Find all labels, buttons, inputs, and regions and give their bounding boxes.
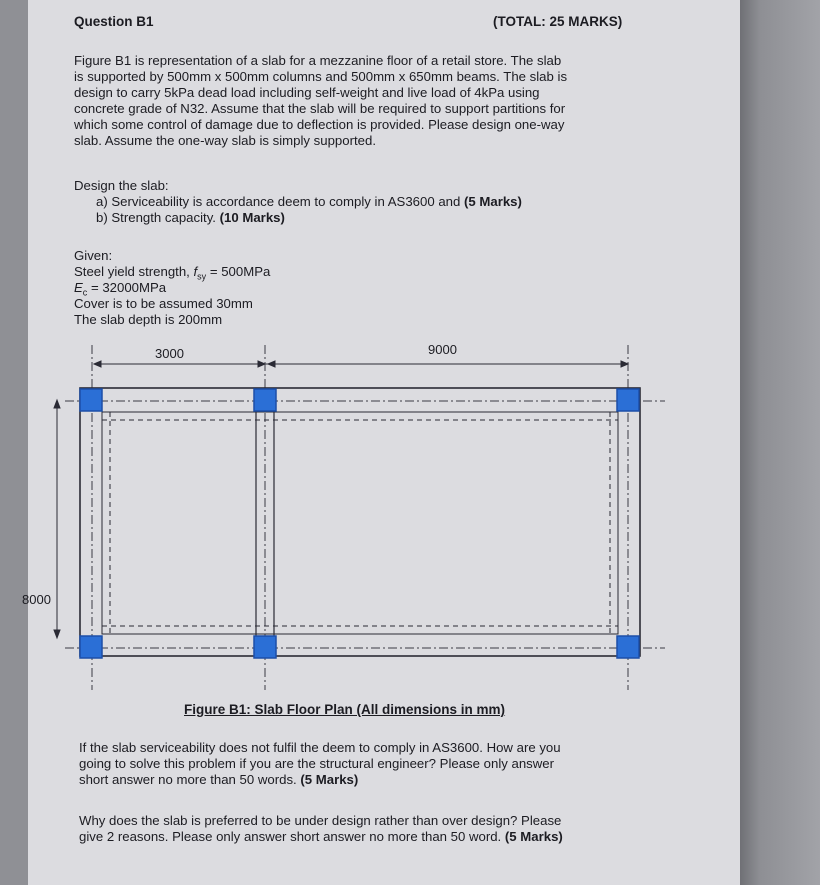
dim-arrow bbox=[54, 400, 60, 408]
given-fsy-value: = 500MPa bbox=[206, 264, 271, 279]
q2-line-1: If the slab serviceability does not fulfil the deem to comply in AS3600. How are you bbox=[79, 740, 561, 755]
dim-arrow bbox=[268, 361, 275, 367]
design-heading: Design the slab: bbox=[74, 178, 169, 193]
given-ec-symbol: E bbox=[74, 280, 83, 295]
intro-line-4: concrete grade of N32. Assume that the slab will be required to support partitions for bbox=[74, 101, 566, 116]
given-depth: The slab depth is 200mm bbox=[74, 312, 223, 327]
dim-label-height: 8000 bbox=[22, 592, 51, 607]
design-item-a-marks: (5 Marks) bbox=[463, 194, 522, 209]
column-a2 bbox=[80, 636, 102, 658]
q3-line-2-text: give 2 reasons. Please only answer short answer no more than 50 word. bbox=[79, 829, 505, 844]
dim-label-right-span: 9000 bbox=[428, 342, 457, 357]
given-fsy-prefix: Steel yield strength, bbox=[74, 264, 194, 279]
slab-outline-inner bbox=[102, 412, 618, 634]
dim-arrow bbox=[258, 361, 265, 367]
column-b2 bbox=[254, 636, 276, 658]
intro-line-5: which some control of damage due to deflection is provided. Please design one-way bbox=[74, 117, 565, 132]
column-c2 bbox=[617, 636, 639, 658]
figure-caption: Figure B1: Slab Floor Plan (All dimensions in mm) bbox=[184, 702, 506, 717]
given-fsy-sub: sy bbox=[197, 271, 207, 282]
slab-outline-outer bbox=[80, 388, 640, 656]
column-c1 bbox=[617, 389, 639, 411]
question-title: Question B1 bbox=[74, 14, 154, 29]
dim-arrow bbox=[94, 361, 101, 367]
q2-line-3 bbox=[79, 772, 358, 788]
given-ec-sub: c bbox=[82, 287, 88, 298]
given-heading: Given: bbox=[74, 248, 113, 263]
intro-line-6: slab. Assume the one-way slab is simply supported. bbox=[74, 133, 376, 148]
column-a1 bbox=[80, 389, 102, 411]
intro-line-2: is supported by 500mm x 500mm columns and 500mm x 650mm beams. The slab is bbox=[74, 69, 568, 84]
dim-arrow bbox=[54, 630, 60, 638]
total-marks: (TOTAL: 25 MARKS) bbox=[493, 14, 623, 29]
dim-label-left-span: 3000 bbox=[155, 346, 184, 361]
design-item-a-text: a) Serviceability is accordance deem to comply in AS3600 and bbox=[96, 194, 464, 209]
intro-line-1: Figure B1 is representation of a slab for a mezzanine floor of a retail store. The slab bbox=[74, 53, 562, 68]
given-cover: Cover is to be assumed 30mm bbox=[74, 296, 253, 311]
q3-line-1: Why does the slab is preferred to be under design rather than over design? Please bbox=[79, 813, 562, 828]
given-fsy-symbol: f bbox=[193, 264, 198, 279]
q2-line-3-text: short answer no more than 50 words. bbox=[79, 772, 301, 787]
q2-marks: (5 Marks) bbox=[300, 772, 359, 787]
design-item-b-text: b) Strength capacity. bbox=[96, 210, 220, 225]
q3-marks: (5 Marks) bbox=[504, 829, 563, 844]
dim-arrow bbox=[621, 361, 628, 367]
design-item-b-marks: (10 Marks) bbox=[219, 210, 285, 225]
q3-line-2 bbox=[79, 829, 563, 845]
q2-line-2: going to solve this problem if you are the structural engineer? Please only answer bbox=[79, 756, 555, 771]
given-ec-value: = 32000MPa bbox=[87, 280, 167, 295]
column-b1 bbox=[254, 389, 276, 411]
intro-line-3: design to carry 5kPa dead load including self-weight and live load of 4kPa using bbox=[74, 85, 540, 100]
